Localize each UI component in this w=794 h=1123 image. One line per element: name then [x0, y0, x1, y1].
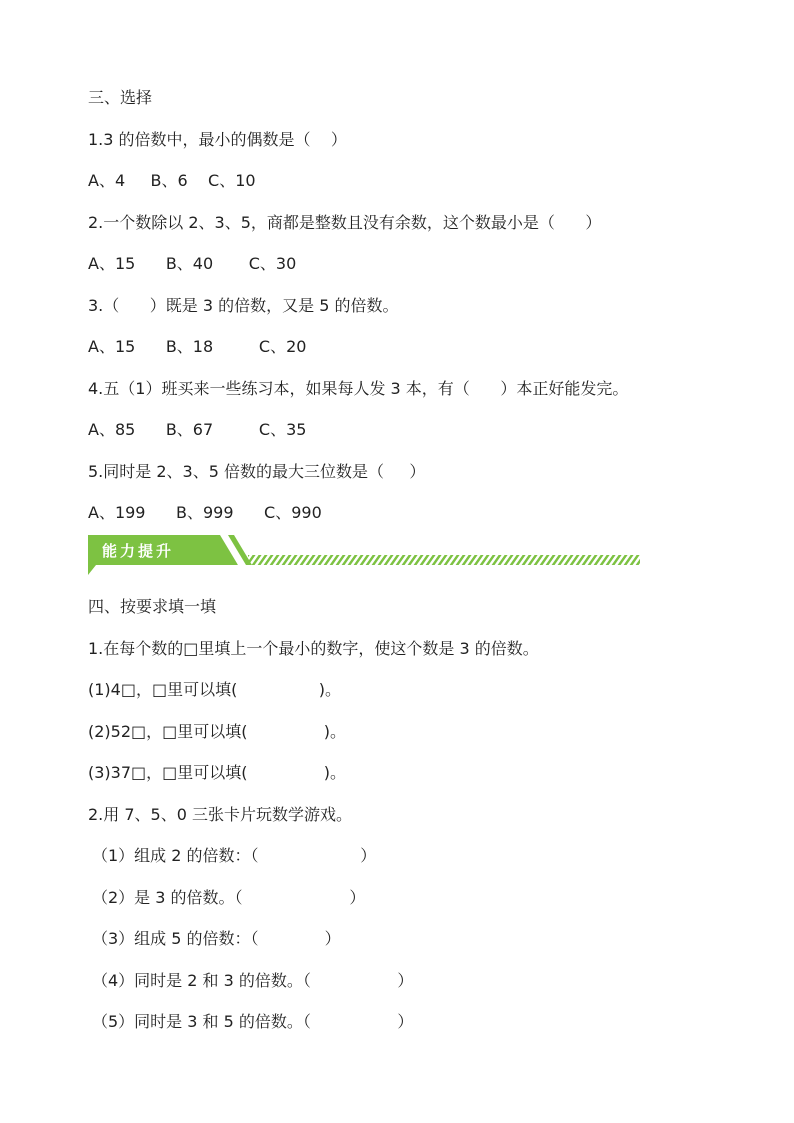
banner-stripe-bar [248, 555, 640, 565]
fill-question-2-item: （5）同时是 3 和 5 的倍数。（ ） [92, 1012, 414, 1031]
question-4: 4.五（1）班买来一些练习本，如果每人发 3 本，有（ ）本正好能发完。 [88, 379, 629, 398]
question-2-options: A、15 B、40 C、30 [88, 254, 297, 273]
fill-question-2-item: （1）组成 2 的倍数：（ ） [92, 846, 377, 865]
fill-question-2-item: （4）同时是 2 和 3 的倍数。（ ） [92, 971, 414, 990]
fill-question-2: 2.用 7、5、0 三张卡片玩数学游戏。 [88, 805, 352, 824]
fill-question-1-item: (3)37□，□里可以填( )。 [88, 763, 347, 782]
banner-graphic [88, 533, 648, 577]
question-2: 2.一个数除以 2、3、5，商都是整数且没有余数，这个数最小是（ ） [88, 213, 602, 232]
question-5-options: A、199 B、999 C、990 [88, 503, 322, 522]
fill-question-2-item: （3）组成 5 的倍数：（ ） [92, 929, 341, 948]
question-1-options: A、4 B、6 C、10 [88, 171, 256, 190]
banner-title: 能力提升 [102, 542, 175, 560]
fill-question-1: 1.在每个数的□里填上一个最小的数字，使这个数是 3 的倍数。 [88, 639, 539, 658]
section-banner [88, 533, 648, 577]
question-3: 3.（ ）既是 3 的倍数，又是 5 的倍数。 [88, 296, 399, 315]
fill-question-2-item: （2）是 3 的倍数。（ ） [92, 888, 366, 907]
section-3-heading: 三、选择 [88, 88, 153, 107]
fill-question-1-item: (2)52□，□里可以填( )。 [88, 722, 347, 741]
question-1: 1.3 的倍数中，最小的偶数是（ ） [88, 130, 347, 149]
fill-question-1-item: (1)4□，□里可以填( )。 [88, 680, 341, 699]
question-3-options: A、15 B、18 C、20 [88, 337, 307, 356]
question-5: 5.同时是 2、3、5 倍数的最大三位数是（ ） [88, 462, 426, 481]
question-4-options: A、85 B、67 C、35 [88, 420, 307, 439]
section-4-heading: 四、按要求填一填 [88, 597, 217, 616]
